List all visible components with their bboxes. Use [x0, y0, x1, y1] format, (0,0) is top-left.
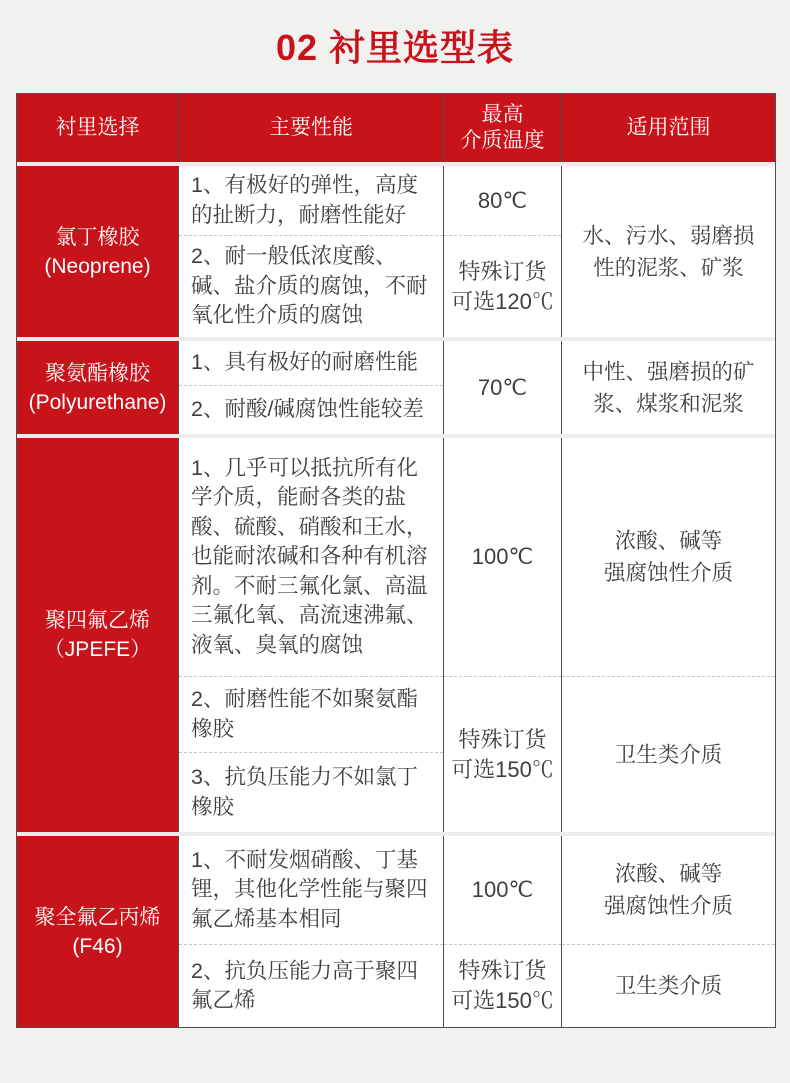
temperature-note-line2: 可选120℃ [451, 288, 554, 314]
temperature-cell [444, 235, 561, 337]
header-label-line2: 介质温度 [460, 129, 545, 152]
range-line1: 浓酸、碱等 [614, 862, 723, 886]
temperature-note-line1: 特殊订货 [458, 258, 547, 284]
temperature-column [444, 341, 562, 434]
material-name-en: （JPEFE） [43, 638, 152, 661]
range-line1: 浓酸、碱等 [614, 529, 723, 553]
temperature-cell [444, 676, 561, 832]
performance-item: 2、耐酸/碱腐蚀性能较差 [179, 385, 443, 434]
range-line1: 卫生类介质 [614, 742, 723, 767]
performance-item: 1、具有极好的耐磨性能 [179, 341, 443, 385]
material-name: 聚全氟乙丙烯 [34, 905, 161, 929]
performance-item: 2、耐磨性能不如聚氨酯橡胶 [179, 676, 443, 752]
header-label-line1: 最高 [481, 103, 524, 126]
row-label-polyurethane [17, 341, 179, 434]
temperature-column [444, 166, 562, 337]
material-name-en: (F46) [72, 934, 123, 958]
temperature-note-line2: 可选150℃ [451, 756, 554, 782]
range-cell [562, 944, 775, 1027]
header-cell-main-performance [179, 94, 444, 162]
header-label: 适用范围 [626, 116, 711, 139]
temperature-cell [444, 341, 561, 434]
temperature-cell [444, 166, 561, 235]
range-cell [562, 341, 775, 434]
performance-item: 1、几乎可以抵抗所有化学介质，能耐各类的盐酸、硫酸、硝酸和王水，也能耐浓碱和各种有机溶剂。不耐三氟化氯、高温三氟化氧、高流速沸氟、液氧、臭氧的腐蚀 [179, 438, 443, 676]
performance-column [179, 438, 444, 832]
table-row-polyurethane [17, 341, 775, 434]
row-label-neoprene [17, 166, 179, 337]
range-line1: 卫生类介质 [614, 974, 723, 998]
range-line2: 强腐蚀性介质 [603, 894, 733, 918]
material-name: 氯丁橡胶 [55, 225, 140, 249]
range-cell [562, 166, 775, 337]
temperature-column [444, 836, 562, 1027]
temperature-column [444, 438, 562, 832]
range-line2: 浆、煤浆和泥浆 [593, 391, 744, 416]
range-line2: 性的泥浆、矿浆 [593, 255, 744, 280]
temperature-value: 70℃ [477, 374, 528, 400]
performance-item: 2、抗负压能力高于聚四氟乙烯 [179, 944, 443, 1027]
range-line2: 强腐蚀性介质 [603, 561, 733, 585]
material-name-en: (Polyurethane) [28, 390, 167, 414]
temperature-note-line1: 特殊订货 [458, 958, 547, 983]
material-name: 聚四氟乙烯 [45, 609, 150, 632]
range-column [562, 341, 775, 434]
table-row-f46 [17, 836, 775, 1027]
temperature-cell [444, 836, 561, 944]
performance-column [179, 341, 444, 434]
performance-column [179, 836, 444, 1027]
temperature-note-line2: 可选150℃ [451, 988, 554, 1013]
range-line1: 水、污水、弱磨损 [582, 223, 755, 248]
material-name: 聚氨酯橡胶 [45, 361, 150, 385]
performance-item: 2、耐一般低浓度酸、碱、盐介质的腐蚀，不耐氧化性介质的腐蚀 [179, 235, 443, 337]
temperature-cell [444, 438, 561, 676]
table-row-ptfe [17, 438, 775, 832]
temperature-value: 80℃ [477, 187, 528, 213]
temperature-value: 100℃ [471, 544, 534, 569]
performance-item: 3、抗负压能力不如氯丁橡胶 [179, 752, 443, 832]
temperature-value: 100℃ [471, 877, 534, 902]
range-line1: 中性、强磨损的矿 [582, 359, 755, 384]
range-column [562, 438, 775, 832]
table-row-neoprene [17, 166, 775, 337]
performance-item: 1、有极好的弹性，高度的扯断力，耐磨性能好 [179, 166, 443, 235]
header-cell-lining-choice [17, 94, 179, 162]
material-name-en: (Neoprene) [44, 254, 151, 278]
header-label: 主要性能 [269, 116, 353, 139]
range-cell [562, 438, 775, 676]
row-label-ptfe [17, 438, 179, 832]
row-label-f46 [17, 836, 179, 1027]
header-label: 衬里选择 [55, 116, 140, 139]
range-column [562, 166, 775, 337]
range-cell [562, 836, 775, 944]
table-header-row [17, 94, 775, 162]
performance-column [179, 166, 444, 337]
temperature-note-line1: 特殊订货 [458, 726, 547, 752]
header-cell-application-range [562, 94, 775, 162]
range-column [562, 836, 775, 1027]
performance-item: 1、不耐发烟硝酸、丁基锂，其他化学性能与聚四氟乙烯基本相同 [179, 836, 443, 944]
range-cell [562, 676, 775, 832]
header-cell-max-medium-temp [444, 94, 562, 162]
temperature-cell [444, 944, 561, 1027]
page-title: 02 衬里选型表 [275, 27, 515, 68]
lining-selection-table [16, 93, 776, 1028]
